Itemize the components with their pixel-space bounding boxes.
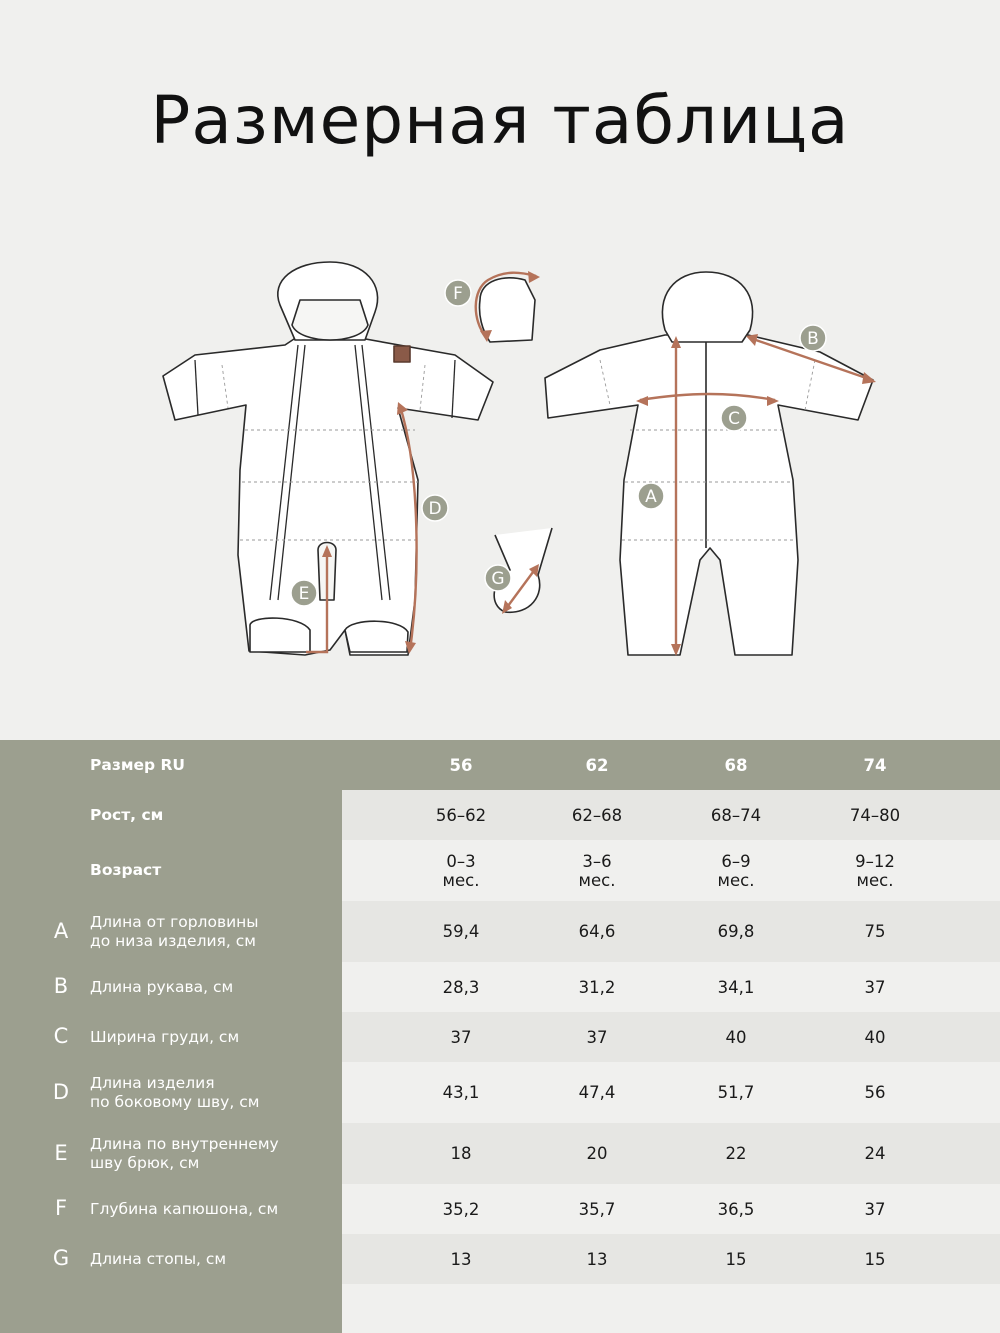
table-cell: 9–12 мес. [855, 851, 895, 890]
table-cell: 22 [725, 1144, 747, 1163]
header-label: Размер RU [90, 756, 186, 774]
marker-G-label: G [491, 569, 505, 589]
table-cell: 36,5 [717, 1199, 755, 1219]
row-letter: G [52, 1246, 70, 1270]
table-cell: 40 [864, 1027, 886, 1047]
table-cell: 62–68 [571, 805, 623, 825]
marker-B [800, 325, 826, 351]
table-row [0, 901, 1000, 962]
table-cell: 28,3 [442, 977, 480, 997]
table-cell: 56 [864, 1083, 886, 1102]
row-letter: C [53, 1024, 69, 1048]
back-view [545, 272, 873, 655]
row-label: Длина от горловины до низа изделия, см [90, 912, 259, 950]
marker-A-label: A [645, 487, 657, 507]
table-cell: 40 [725, 1027, 747, 1047]
table-cell: 35,7 [578, 1199, 616, 1219]
row-letter: F [54, 1196, 68, 1220]
garment-diagram [0, 240, 1000, 680]
row-label: Возраст [90, 861, 162, 879]
page-title: Размерная таблица [150, 82, 850, 159]
size-table [0, 740, 1000, 1333]
table-cell: 51,7 [717, 1083, 755, 1102]
table-row [0, 1062, 1000, 1123]
marker-C-label: C [728, 409, 740, 429]
table-row [0, 1184, 1000, 1234]
table-cell: 24 [864, 1144, 886, 1163]
marker-A [638, 483, 664, 509]
header-size-74: 74 [863, 756, 887, 775]
table-cell: 6–9 мес. [717, 851, 755, 890]
table-cell: 75 [864, 922, 886, 941]
table-cell: 0–3 мес. [442, 851, 480, 890]
marker-B-label: B [807, 329, 819, 349]
table-cell: 37 [586, 1027, 608, 1047]
table-row [0, 1234, 1000, 1284]
table-cell: 37 [864, 977, 886, 997]
row-label: Глубина капюшона, см [90, 1199, 279, 1218]
table-row [0, 1123, 1000, 1184]
table-cell: 69,8 [717, 922, 755, 941]
row-letter: A [53, 918, 69, 943]
table-cell: 3–6 мес. [578, 851, 616, 890]
table-cell: 35,2 [442, 1199, 480, 1219]
row-label: Рост, см [90, 805, 164, 824]
table-cell: 68–74 [710, 805, 762, 825]
marker-C [721, 405, 747, 431]
header-size-68: 68 [724, 756, 748, 775]
table-cell: 37 [864, 1199, 886, 1219]
table-cell: 18 [450, 1144, 472, 1163]
row-label: Длина стопы, см [90, 1249, 227, 1268]
table-cell: 56–62 [435, 805, 487, 825]
table-cell: 13 [586, 1249, 608, 1269]
marker-F [445, 280, 471, 306]
row-letter: B [53, 974, 69, 998]
table-cell: 59,4 [442, 922, 480, 941]
row-label: Длина по внутреннему шву брюк, см [90, 1134, 279, 1172]
table-cell: 64,6 [578, 922, 616, 941]
table-cell: 15 [864, 1249, 886, 1269]
marker-D [422, 495, 448, 521]
row-label: Длина изделия по боковому шву, см [90, 1073, 260, 1111]
header-size-62: 62 [585, 756, 609, 775]
marker-G [485, 565, 511, 591]
marker-E-label: E [298, 584, 310, 604]
table-row [0, 840, 1000, 901]
table-header [0, 740, 1000, 790]
header-size-56: 56 [449, 756, 473, 775]
table-cell: 43,1 [442, 1083, 480, 1102]
row-label: Ширина груди, см [90, 1027, 240, 1046]
table-cell: 31,2 [578, 977, 616, 997]
marker-F-label: F [453, 284, 463, 304]
table-cell: 13 [450, 1249, 472, 1269]
table-cell: 37 [450, 1027, 472, 1047]
table-cell: 20 [586, 1144, 608, 1163]
table-row [0, 790, 1000, 840]
table-cell: 74–80 [849, 805, 901, 825]
table-cell: 47,4 [578, 1083, 616, 1102]
row-label: Длина рукава, см [90, 977, 234, 996]
row-letter: E [54, 1140, 68, 1165]
row-letter: D [52, 1079, 70, 1104]
table-row [0, 1012, 1000, 1062]
marker-E [291, 580, 317, 606]
marker-D-label: D [428, 499, 442, 519]
table-cell: 15 [725, 1249, 747, 1269]
table-cell: 34,1 [717, 977, 755, 997]
table-row [0, 962, 1000, 1012]
